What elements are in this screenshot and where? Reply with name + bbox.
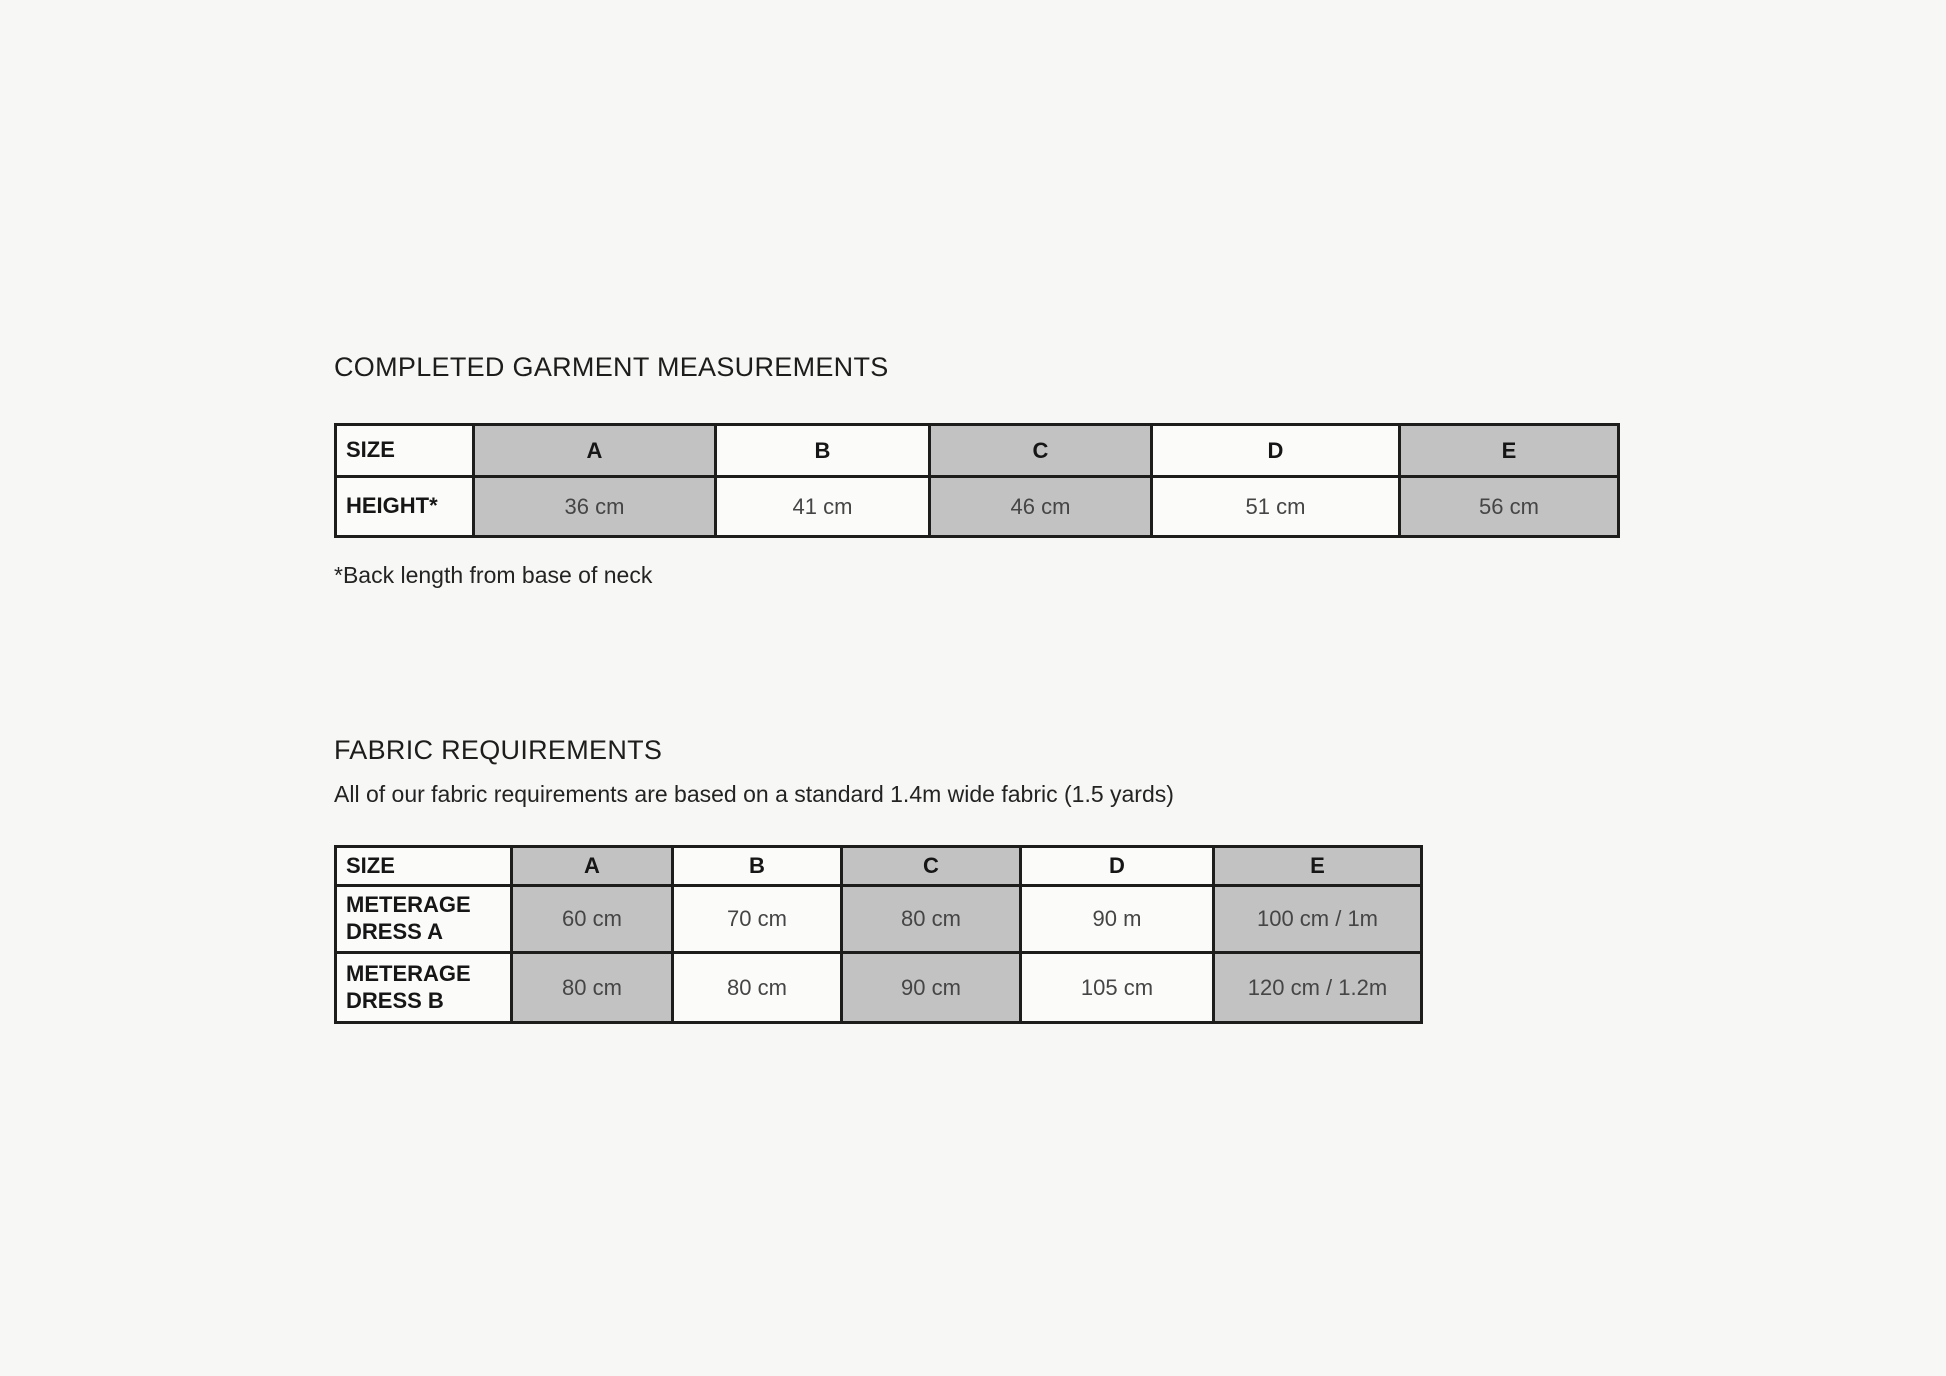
height-footnote: *Back length from base of neck bbox=[334, 562, 653, 588]
height-value-c: 46 cm bbox=[930, 477, 1152, 537]
meterage-a-value-b: 70 cm bbox=[673, 886, 842, 953]
fabric-size-a-header-cell: A bbox=[512, 847, 673, 886]
meterage-a-value-c: 80 cm bbox=[842, 886, 1021, 953]
height-value-e: 56 cm bbox=[1400, 477, 1619, 537]
meterage-dress-b-row bbox=[336, 953, 1422, 1023]
meterage-b-value-d: 105 cm bbox=[1021, 953, 1214, 1023]
meterage-a-value-d: 90 m bbox=[1021, 886, 1214, 953]
meterage-dress-b-label: METERAGE DRESS B bbox=[336, 953, 512, 1023]
fabric-requirements-title: FABRIC REQUIREMENTS bbox=[334, 735, 663, 765]
garment-measurements-table bbox=[334, 423, 1620, 538]
garment-table-header-row bbox=[336, 425, 1619, 477]
fabric-size-d-header-cell: D bbox=[1021, 847, 1214, 886]
garment-size-header-cell: SIZE bbox=[336, 425, 474, 477]
garment-size-e-header-cell: E bbox=[1400, 425, 1619, 477]
fabric-requirements-table bbox=[334, 845, 1423, 1024]
height-value-b: 41 cm bbox=[716, 477, 930, 537]
fabric-size-c-header-cell: C bbox=[842, 847, 1021, 886]
meterage-b-value-b: 80 cm bbox=[673, 953, 842, 1023]
height-value-a: 36 cm bbox=[474, 477, 716, 537]
height-row-label: HEIGHT* bbox=[336, 477, 474, 537]
garment-size-b-header-cell: B bbox=[716, 425, 930, 477]
meterage-b-value-c: 90 cm bbox=[842, 953, 1021, 1023]
height-row bbox=[336, 477, 1619, 537]
meterage-dress-a-label: METERAGE DRESS A bbox=[336, 886, 512, 953]
fabric-size-e-header-cell: E bbox=[1214, 847, 1422, 886]
garment-size-c-header-cell: C bbox=[930, 425, 1152, 477]
fabric-requirements-subtitle: All of our fabric requirements are based on a standard 1.4m wide fabric (1.5 yards) bbox=[334, 781, 1174, 807]
meterage-b-value-e: 120 cm / 1.2m bbox=[1214, 953, 1422, 1023]
garment-measurements-title: COMPLETED GARMENT MEASUREMENTS bbox=[334, 352, 889, 382]
garment-size-d-header-cell: D bbox=[1152, 425, 1400, 477]
garment-size-a-header-cell: A bbox=[474, 425, 716, 477]
meterage-dress-a-row bbox=[336, 886, 1422, 953]
height-value-d: 51 cm bbox=[1152, 477, 1400, 537]
meterage-a-value-a: 60 cm bbox=[512, 886, 673, 953]
meterage-a-value-e: 100 cm / 1m bbox=[1214, 886, 1422, 953]
meterage-b-value-a: 80 cm bbox=[512, 953, 673, 1023]
fabric-size-header-cell: SIZE bbox=[336, 847, 512, 886]
fabric-table-header-row bbox=[336, 847, 1422, 886]
fabric-size-b-header-cell: B bbox=[673, 847, 842, 886]
